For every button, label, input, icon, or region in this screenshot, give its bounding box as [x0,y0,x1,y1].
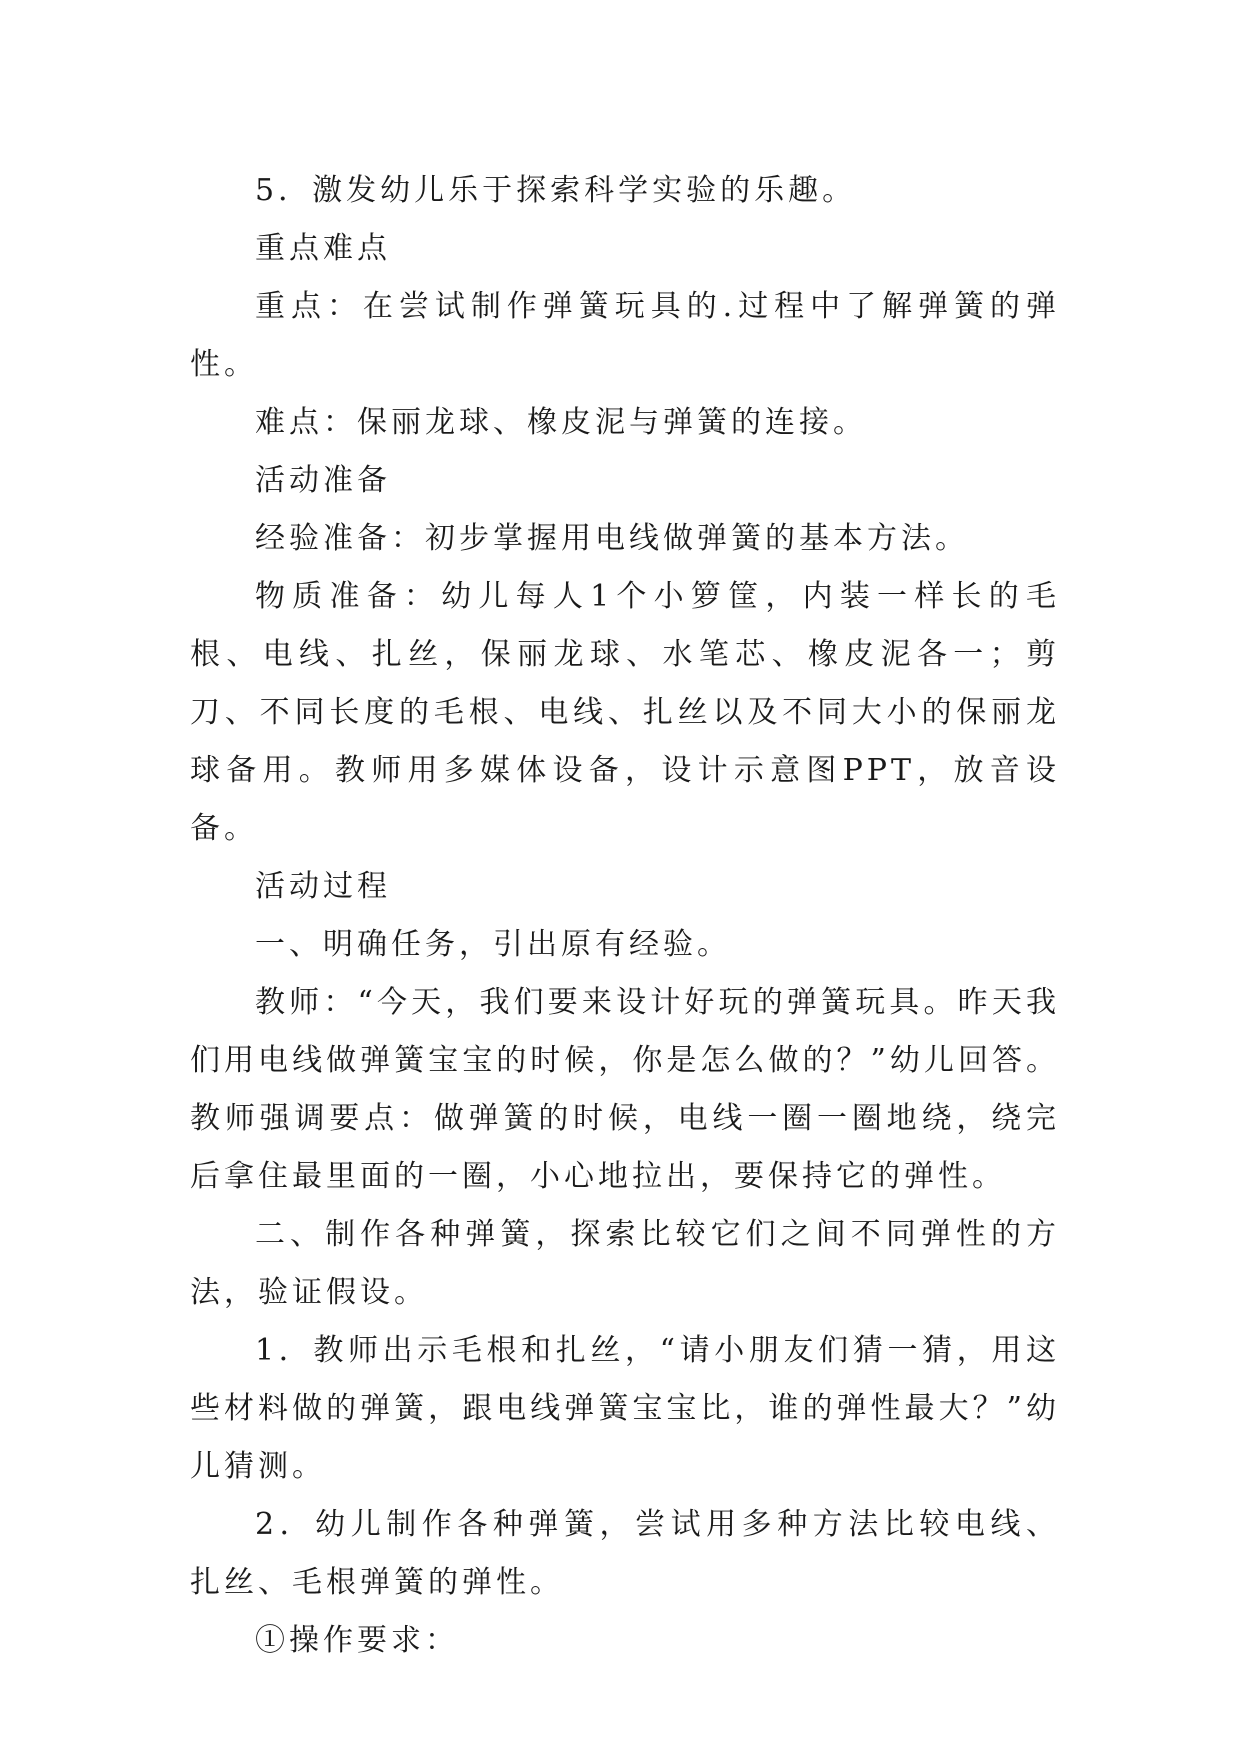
key-difficulty-heading: 重点难点 [255,231,391,266]
document-body [190,162,1060,1670]
material-preparation-paragraph: 物质准备：幼儿每人1个小箩筐，内装一样长的毛根、电线、扎丝，保丽龙球、水笔芯、橡皮泥各一；剪刀、不同长度的毛根、电线、扎丝以及不同大小的保丽龙球备用。教师用多媒体设备，设计示意图PPT，放音设备。 [190,579,1060,846]
preparation-heading: 活动准备 [255,463,391,498]
substep-2-paragraph: 2．幼儿制作各种弹簧，尝试用多种方法比较电线、扎丝、毛根弹簧的弹性。 [190,1507,1060,1600]
experience-preparation-paragraph: 经验准备：初步掌握用电线做弹簧的基本方法。 [255,521,969,556]
step-two-heading: 二、制作各种弹簧，探索比较它们之间不同弹性的方法，验证假设。 [190,1217,1060,1310]
difficulty-paragraph: 难点：保丽龙球、橡皮泥与弹簧的连接。 [255,405,867,440]
goal-5-paragraph: 5．激发幼儿乐于探索科学实验的乐趣。 [255,173,857,208]
substep-1-paragraph: 1．教师出示毛根和扎丝，“请小朋友们猜一猜，用这些材料做的弹簧，跟电线弹簧宝宝比，谁的弹性最大？”幼儿猜测。 [190,1333,1060,1484]
key-point-paragraph: 重点：在尝试制作弹簧玩具的.过程中了解弹簧的弹性。 [190,289,1060,382]
process-heading: 活动过程 [255,869,391,904]
teacher-dialogue-paragraph: 教师：“今天，我们要来设计好玩的弹簧玩具。昨天我们用电线做弹簧宝宝的时候，你是怎么做的？”幼儿回答。教师强调要点：做弹簧的时候，电线一圈一圈地绕，绕完后拿住最里面的一圈，小心地拉出，要保持它的弹性。 [190,985,1060,1194]
operation-requirements-paragraph: ①操作要求： [255,1623,459,1658]
step-one-heading: 一、明确任务，引出原有经验。 [255,927,731,962]
